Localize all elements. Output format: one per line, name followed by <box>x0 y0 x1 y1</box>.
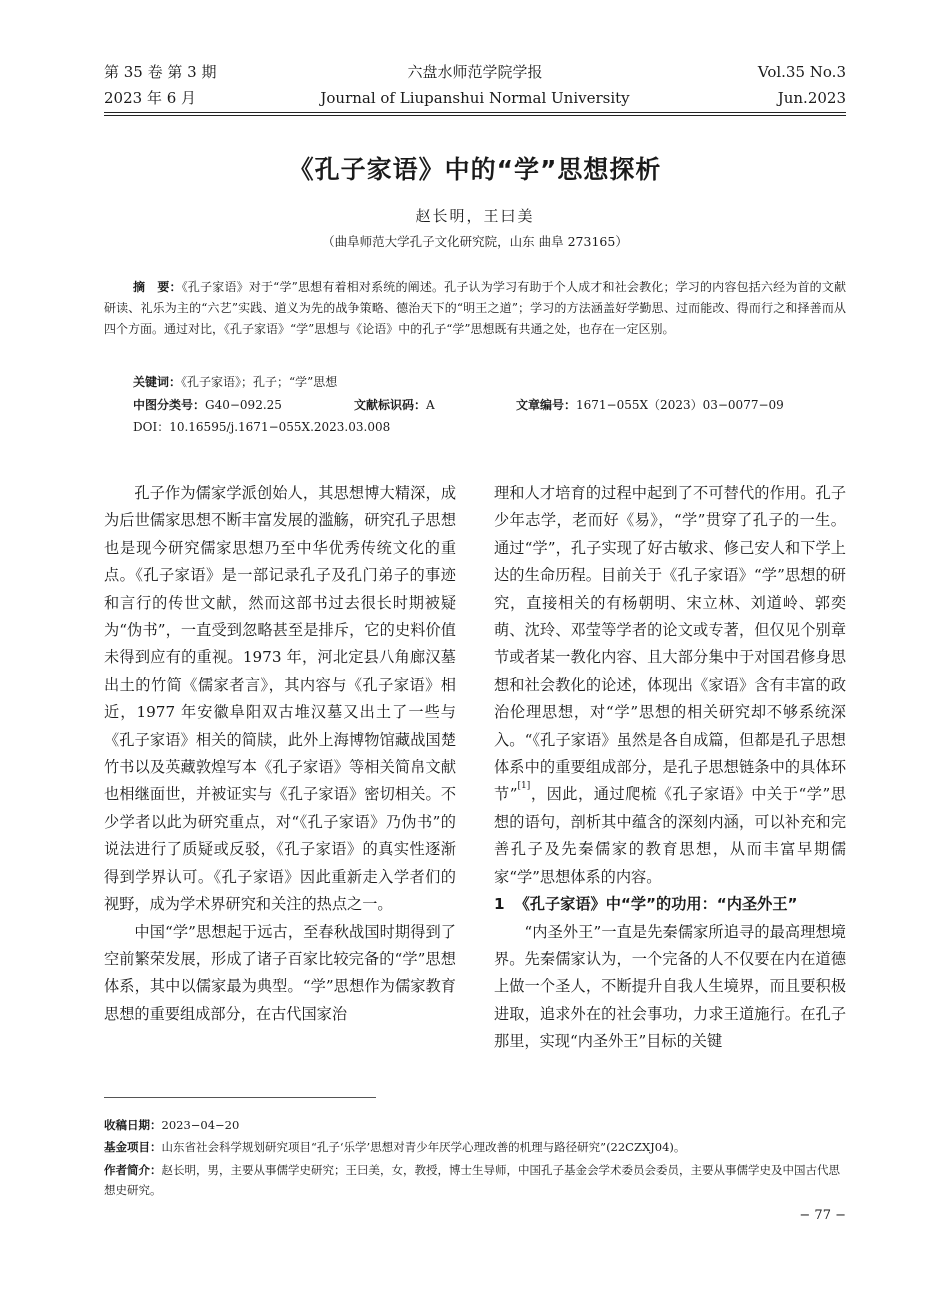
clc-number <box>133 395 282 415</box>
bio-value: 赵长明，男，主要从事儒学史研究；王曰美，女，教授，博士生导师，中国孔子基金会学术委员会委员，主要从事儒学史及中国古代思想史研究。 <box>104 1163 840 1197</box>
body-paragraph: 孔子作为儒家学派创始人，其思想博大精深，成为后世儒家思想不断丰富发展的滥觞，研究孔子思想也是现今研究儒家思想乃至中华优秀传统文化的重点。《孔子家语》是一部记录孔子及孔门弟子的事迹和言行的传世文献，然而这部书过去很长时期被疑为“伪书”，一直受到忽略甚至是排斥，它的史料价值未得到应有的重视。1973 年，河北定县八角廊汉墓出土的竹简《儒家者言》，其内容与《孔子家语》相近，1977 年安徽阜阳双古堆汉墓又出土了一些与《孔子家语》相关的简牍，此外上海博物馆藏战国楚竹书以及英藏敦煌写本《孔子家语》等相关简帛文献也相继面世，并被证实与《孔子家语》密切相关。不少学者以此为研究重点，对“《孔子家语》乃伪书”的说法进行了质疑或反驳，《孔子家语》的真实性逐渐得到学界认可。《孔子家语》因此重新走入学者们的视野，成为学术界研究和关注的热点之一。 <box>104 484 456 914</box>
article-authors: 赵长明，王曰美 <box>415 207 535 225</box>
keywords <box>133 372 337 392</box>
page-number: − 77 − <box>799 1208 846 1223</box>
body-paragraph-continued <box>494 480 846 891</box>
left-column <box>104 480 456 1028</box>
author-bio <box>104 1160 846 1200</box>
article-title: 《孔子家语》中的“学”思想探析 <box>288 155 662 184</box>
fund-info <box>104 1137 846 1157</box>
section-number: 1 <box>494 895 505 914</box>
volume-number: Vol.35 No.3 <box>757 63 846 81</box>
received-date <box>104 1115 846 1135</box>
doccode-label: 文献标识码： <box>354 398 427 412</box>
document-code <box>354 395 435 415</box>
right-column <box>494 480 846 1056</box>
doi: DOI：10.16595/j.1671−055X.2023.03.008 <box>133 420 391 434</box>
article-number <box>516 395 784 415</box>
header-rule-thin-2 <box>104 115 846 116</box>
received-value: 2023−04−20 <box>161 1118 240 1132</box>
bio-label: 作者简介： <box>104 1163 162 1177</box>
fund-value: 山东省社会科学规划研究项目“孔子‘乐学’思想对青少年厌学心理改善的机理与路径研究”(22CZXJ04)。 <box>161 1140 686 1154</box>
articleno-label: 文章编号： <box>516 398 577 412</box>
header-rule-thin <box>104 112 846 113</box>
doccode-value: A <box>426 398 435 412</box>
footnote-rule <box>104 1097 376 1098</box>
section-title: 《孔子家语》中“学”的功用：“内圣外王” <box>514 895 798 914</box>
fund-label: 基金项目： <box>104 1140 162 1154</box>
clc-value: G40−092.25 <box>205 398 282 412</box>
text-run: ，因此，通过爬梳《孔子家语》中关于“学”思想的语句，剖析其中蕴含的深刻内涵，可以补充和完善孔子及先秦儒家的教育思想，从而丰富早期儒家“学”思想体系的内容。 <box>494 785 847 886</box>
abstract-label: 摘 要： <box>133 280 182 294</box>
journal-name-cn: 六盘水师范学院学报 <box>407 63 543 81</box>
body-paragraph: 中国“学”思想起于远古，至春秋战国时期得到了空前繁荣发展，形成了诸子百家比较完备的“学”思想体系，其中以儒家最为典型。“学”思想作为儒家教育思想的重要组成部分，在古代国家治 <box>104 922 456 1023</box>
body-paragraph: “内圣外王”一直是先秦儒家所追寻的最高理想境界。先秦儒家认为，一个完备的人不仅要在内在道德上做一个圣人，不断提升自我人生境界，而且要积极进取，追求外在的社会事功，力求王道施行。在孔子那里，实现“内圣外王”目标的关键 <box>494 922 846 1051</box>
section-heading <box>494 891 846 918</box>
clc-label: 中图分类号： <box>133 398 206 412</box>
issue-date: Jun.2023 <box>777 89 846 107</box>
abstract <box>104 277 846 340</box>
keywords-label: 关键词： <box>133 375 182 389</box>
received-label: 收稿日期： <box>104 1118 162 1132</box>
text-run: 理和人才培育的过程中起到了不可替代的作用。孔子少年志学，老而好《易》，“学”贯穿了孔子的一生。通过“学”，孔子实现了好古敏求、修己安人和下学上达的生命历程。目前关于《孔子家语》“学”思想的研究，直接相关的有杨朝明、宋立林、刘道岭、郭奕萌、沈玲、邓莹等学者的论文或专著，但仅见个别章节或者某一教化内容、且大部分集中于对国君修身思想和社会教化的论述，体现出《家语》含有丰富的政治伦理思想，对“学”思想的相关研究却不够系统深入。“《孔子家语》虽然是各自成篇，但都是孔子思想体系中的重要组成部分，是孔子思想链条中的具体环节” <box>494 484 846 804</box>
keywords-text: 《孔子家语》；孔子；“学”思想 <box>181 375 338 389</box>
journal-name-en: Journal of Liupanshui Normal University <box>320 89 630 107</box>
volume-issue: 第 35 卷 第 3 期 <box>104 63 217 81</box>
publication-date: 2023 年 6 月 <box>104 89 197 107</box>
abstract-text: 《孔子家语》对于“学”思想有着相对系统的阐述。孔子认为学习有助于个人成才和社会教化；学习的内容包括六经为首的文献研读、礼乐为主的“六艺”实践、道义为先的战争策略、德治天下的“明王之道”；学习的方法涵盖好学勤思、过而能改、得而行之和择善而从四个方面。通过对比，《孔子家语》“学”思想与《论语》中的孔子“学”思想既有共通之处，也存在一定区别。 <box>104 280 846 336</box>
articleno-value: 1671−055X（2023）03−0077−09 <box>576 398 784 412</box>
author-affiliation: （曲阜师范大学孔子文化研究院，山东 曲阜 273165） <box>322 234 628 249</box>
citation-ref: [1] <box>517 781 531 792</box>
